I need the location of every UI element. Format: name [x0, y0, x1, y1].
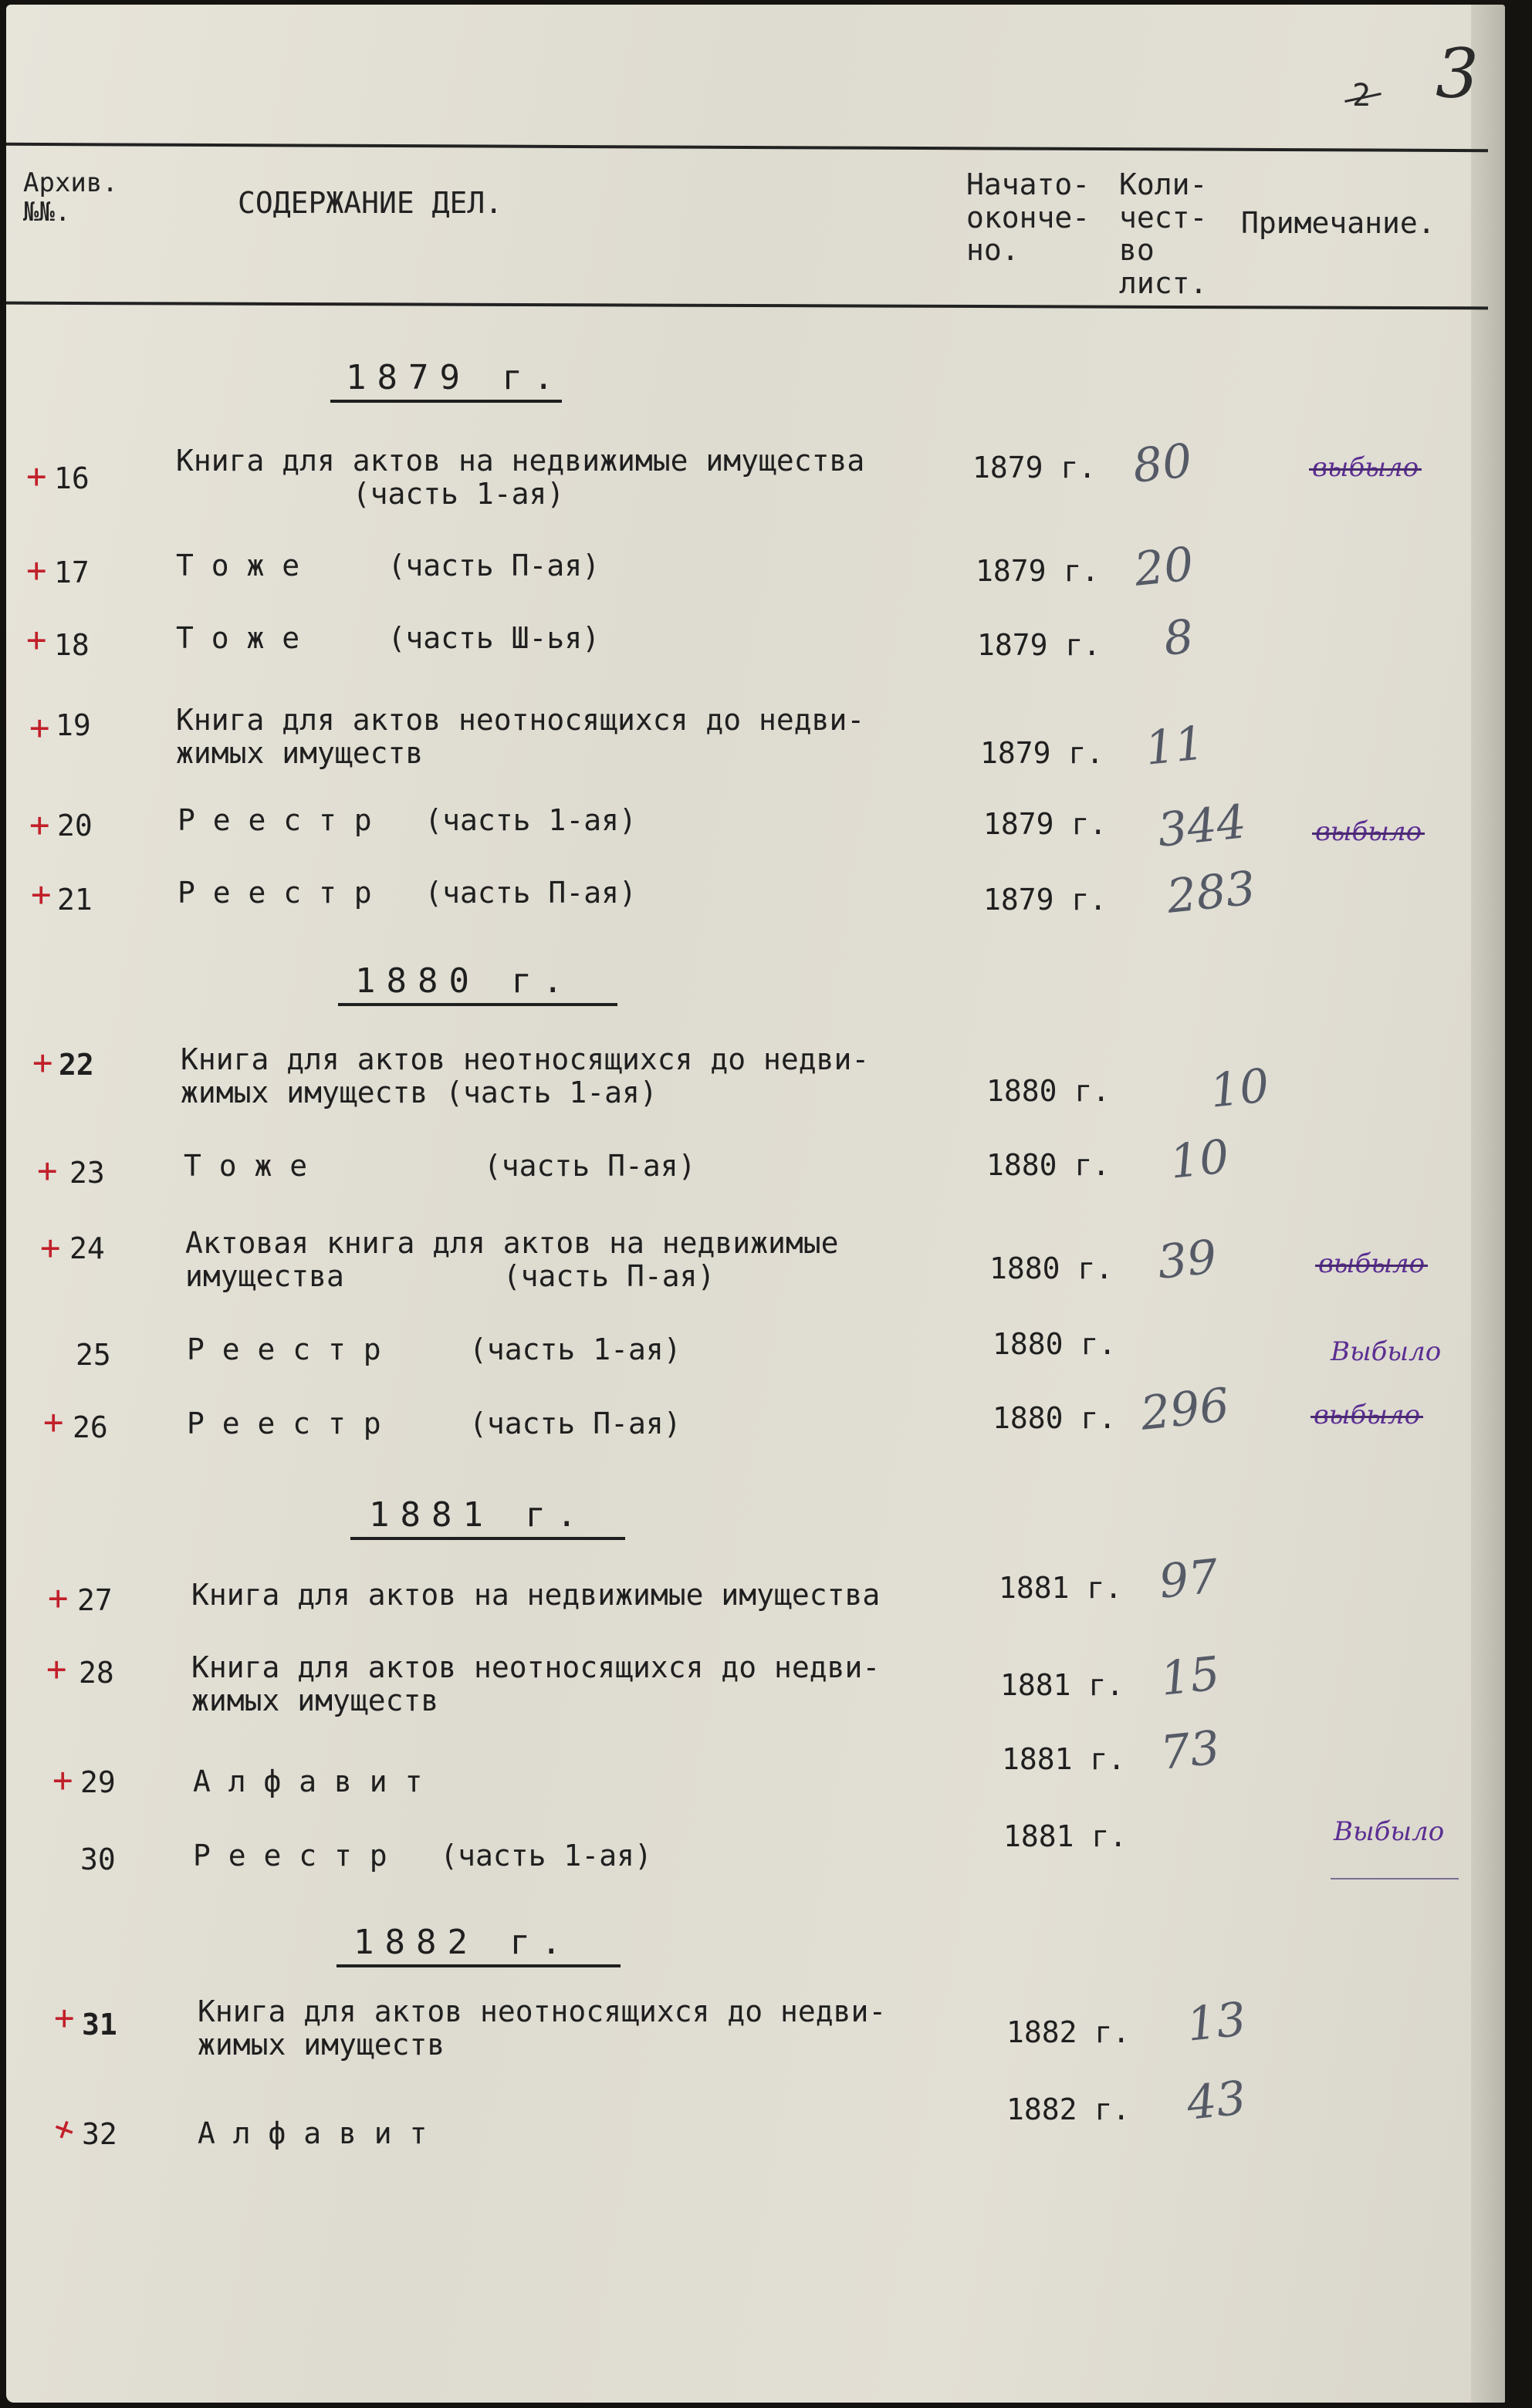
- row-date: 1882 г.: [1006, 2015, 1131, 2049]
- row-date: 1880 г.: [986, 1148, 1111, 1182]
- row-sheet-count: 73: [1158, 1721, 1223, 1781]
- row-number: 24: [69, 1231, 105, 1265]
- row-sheet-count: 283: [1164, 861, 1258, 924]
- row-number: 19: [56, 708, 91, 742]
- row-description: Книга для актов неотносящихся до недви- жимых имуществ (часть 1-ая): [181, 1042, 870, 1109]
- row-number: 16: [54, 461, 90, 495]
- check-mark: +: [40, 1228, 61, 1268]
- row-date: 1879 г.: [972, 451, 1097, 485]
- row-sheet-count: 8: [1161, 610, 1196, 667]
- year-underline-1881: [350, 1537, 625, 1540]
- row-description: Р е е с т р (часть 1-ая): [187, 1332, 681, 1366]
- row-number: 31: [82, 2008, 117, 2042]
- row-remark: выбыло: [1315, 816, 1422, 847]
- header-dates: Начато- оконче- но.: [966, 167, 1091, 268]
- row-sheet-count: 11: [1142, 716, 1207, 776]
- year-underline-1880: [338, 1003, 617, 1006]
- page-binding-edge: [1471, 5, 1505, 2403]
- header-bottom-rule: [6, 302, 1488, 310]
- row-number: 20: [57, 809, 93, 843]
- row-date: 1882 г.: [1006, 2092, 1131, 2126]
- row-description: Т о ж е (часть П-ая): [184, 1149, 696, 1183]
- row-date: 1881 г.: [1000, 1668, 1124, 1702]
- check-mark: +: [26, 457, 47, 496]
- check-mark: +: [54, 1998, 75, 2038]
- row-sheet-count: 97: [1156, 1549, 1221, 1609]
- row-description: Р е е с т р (часть П-ая): [178, 876, 637, 910]
- check-mark: +: [43, 1403, 64, 1442]
- row-number: 32: [82, 2117, 117, 2151]
- row-date: 1879 г.: [983, 807, 1108, 841]
- row-description: Р е е с т р (часть 1-ая): [193, 1839, 652, 1873]
- row-description: Книга для актов на недвижимые имущества: [191, 1578, 881, 1612]
- row-sheet-count: 15: [1158, 1646, 1223, 1707]
- check-mark: +: [29, 708, 50, 748]
- header-archive-no: Архив. №№.: [23, 167, 118, 228]
- row-description: Актовая книга для актов на недвижимые имущества (часть П-ая): [185, 1226, 839, 1293]
- archive-page: [6, 5, 1505, 2403]
- check-mark: +: [48, 1579, 69, 1618]
- row-description: Книга для актов неотносящихся до недви- жимых имуществ: [191, 1650, 881, 1717]
- row-number: 25: [76, 1338, 111, 1372]
- check-mark: +: [52, 1761, 73, 1800]
- header-sheets: Коли- чест- во лист.: [1119, 167, 1208, 300]
- old-page-number: 2: [1352, 78, 1371, 113]
- row-sheet-count: 20: [1131, 537, 1196, 597]
- header-contents: СОДЕРЖАНИЕ ДЕЛ.: [238, 186, 503, 220]
- row-number: 29: [80, 1765, 116, 1799]
- row-date: 1881 г.: [1003, 1819, 1128, 1853]
- row-sheet-count: 80: [1130, 434, 1195, 494]
- row-number: 30: [80, 1842, 116, 1876]
- row-remark: выбыло: [1314, 1400, 1421, 1430]
- row-date: 1881 г.: [1002, 1742, 1126, 1776]
- year-heading-1882: 1882 г.: [353, 1923, 573, 1962]
- row-sheet-count: 39: [1155, 1230, 1219, 1290]
- row-description: Книга для актов неотносящихся до недви- жимых имуществ: [198, 1994, 887, 2062]
- row-sheet-count: 10: [1167, 1130, 1232, 1190]
- remark-underline: [1331, 1878, 1459, 1879]
- page-number: 3: [1436, 34, 1479, 113]
- row-description: Книга для актов неотносящихся до недви- жимых имуществ: [176, 703, 865, 770]
- year-underline-1882: [336, 1964, 621, 1967]
- row-sheet-count: 10: [1207, 1059, 1272, 1119]
- row-sheet-count: 296: [1138, 1378, 1232, 1441]
- year-underline-1879: [330, 400, 562, 403]
- row-description: А л ф а в и т: [193, 1765, 423, 1798]
- row-date: 1879 г.: [980, 736, 1104, 770]
- row-date: 1880 г.: [989, 1251, 1114, 1285]
- check-mark: +: [46, 1650, 67, 1689]
- header-top-rule: [6, 143, 1488, 152]
- row-date: 1881 г.: [999, 1571, 1123, 1605]
- row-description: Книга для актов на недвижимые имущества (часть 1-ая): [176, 444, 865, 511]
- row-number: 27: [77, 1583, 113, 1617]
- row-number: 23: [69, 1156, 105, 1190]
- check-mark: +: [32, 1043, 53, 1082]
- check-mark: +: [26, 551, 47, 590]
- row-date: 1879 г.: [976, 554, 1100, 588]
- row-date: 1880 г.: [993, 1327, 1117, 1361]
- row-date: 1879 г.: [977, 628, 1101, 662]
- row-sheet-count: 344: [1155, 795, 1249, 858]
- year-heading-1879: 1879 г.: [346, 358, 565, 397]
- row-sheet-count: 13: [1184, 1992, 1249, 2052]
- row-description: Р е е с т р (часть П-ая): [187, 1407, 681, 1440]
- row-sheet-count: 43: [1184, 2071, 1249, 2131]
- row-remark: Выбыло: [1334, 1816, 1445, 1847]
- check-mark: +: [48, 2107, 81, 2152]
- row-description: Р е е с т р (часть 1-ая): [178, 803, 637, 837]
- row-number: 18: [54, 628, 90, 662]
- row-date: 1880 г.: [986, 1074, 1111, 1108]
- year-heading-1881: 1881 г.: [369, 1495, 588, 1535]
- row-number: 28: [79, 1656, 114, 1690]
- row-number: 21: [57, 883, 93, 917]
- check-mark: +: [37, 1151, 58, 1190]
- row-remark: выбыло: [1312, 452, 1419, 483]
- row-description: А л ф а в и т: [198, 2116, 428, 2150]
- header-remarks: Примечание.: [1241, 206, 1436, 240]
- row-description: Т о ж е (часть Ш-ья): [176, 621, 600, 655]
- check-mark: +: [29, 805, 50, 845]
- row-date: 1879 г.: [983, 883, 1108, 917]
- year-heading-1880: 1880 г.: [355, 961, 574, 1001]
- row-number: 26: [73, 1410, 108, 1444]
- row-remark: выбыло: [1318, 1248, 1425, 1279]
- row-remark: Выбыло: [1331, 1336, 1442, 1367]
- check-mark: +: [31, 875, 52, 914]
- row-description: Т о ж е (часть П-ая): [176, 549, 600, 583]
- row-number: 22: [59, 1048, 94, 1082]
- row-number: 17: [54, 556, 90, 589]
- check-mark: +: [26, 620, 47, 660]
- row-date: 1880 г.: [993, 1401, 1117, 1435]
